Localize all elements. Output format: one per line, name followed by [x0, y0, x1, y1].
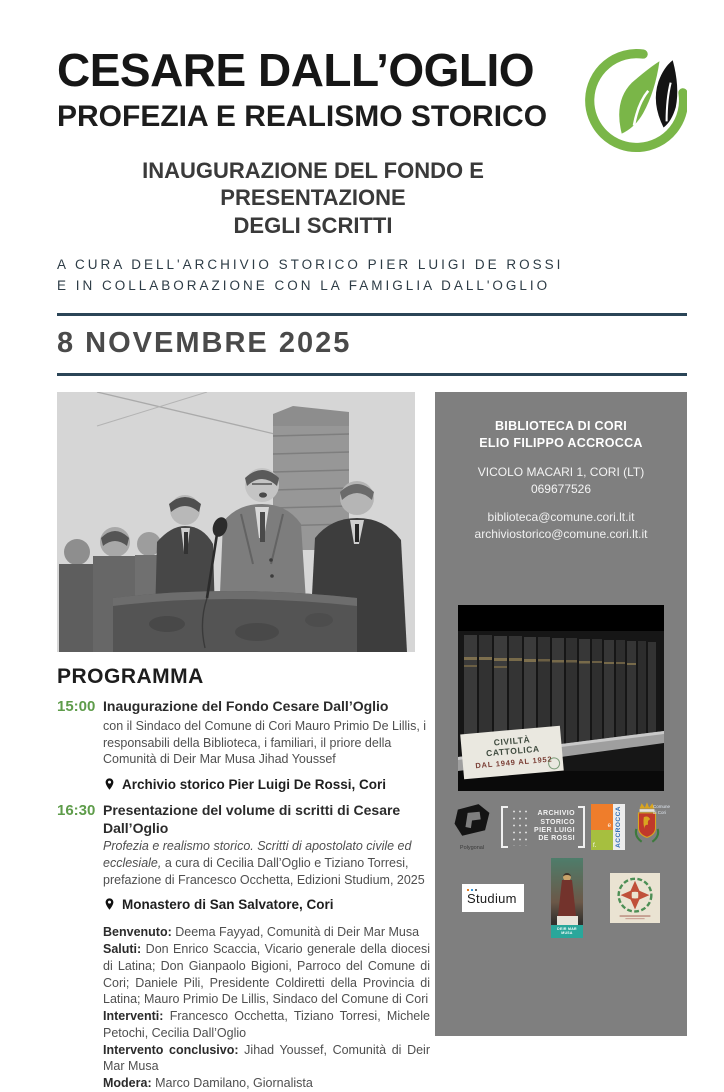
program-item-1-time: 15:00 — [57, 698, 96, 716]
venue-address: VICOLO MACARI 1, CORI (LT) — [477, 464, 645, 479]
program-item-2-location-text: Monastero di San Salvatore, Cori — [122, 896, 334, 912]
leaf-logo-icon — [585, 48, 687, 154]
deir-mar-musa-cross-logo — [610, 873, 660, 923]
venue-info — [475, 418, 648, 543]
event-heading-line1: INAUGURAZIONE DEL FONDO E PRESENTAZIONE — [142, 157, 484, 211]
partner-logos-row2 — [435, 857, 687, 939]
program-heading: PROGRAMMA — [57, 665, 204, 689]
archive-dots — [511, 808, 531, 846]
label-stamp-icon — [548, 757, 561, 770]
archivio-storico-logo: ARCHIVIO STORICO PIER LUIGI DE ROSSI — [501, 803, 585, 851]
poster-header — [57, 46, 687, 297]
program-item-2-title: Presentazione del volume di scritti di Cesare Dall’Oglio — [103, 802, 401, 836]
program-item-2-location — [103, 896, 430, 912]
main-content — [57, 392, 687, 1092]
venue-email-2: archiviostorico@comune.cori.lt.it — [474, 527, 648, 542]
program-item-1-location-text: Archivio storico Pier Luigi De Rossi, Cori — [122, 776, 387, 792]
speakers-benvenuto: Benvenuto: Deema Fayyad, Comunità di Deir Mar Musa — [103, 925, 420, 940]
program-item-2-description — [103, 838, 430, 888]
venue-email-1: biblioteca@comune.cori.lt.it — [487, 510, 635, 525]
venue-name-line2: ELIO FILIPPO ACCROCCA — [479, 435, 643, 450]
program-item-1 — [57, 698, 430, 792]
books-label-line1: CIVILTÀ CATTOLICA — [485, 734, 541, 759]
books-label — [460, 726, 564, 780]
speakers-list — [103, 924, 430, 1092]
venue-phone: 069677526 — [530, 481, 592, 496]
program-item-2-time: 16:30 — [57, 802, 96, 820]
studium-logo: Studium — [462, 884, 524, 912]
program-item-1-location — [103, 776, 430, 792]
poster-title: CESARE DALL’OGLIO — [57, 44, 535, 96]
event-heading-line2: DEGLI SCRITTI — [233, 212, 393, 238]
program-item-2 — [57, 802, 430, 912]
map-pin-icon — [103, 896, 116, 912]
venue-name-line1: BIBLIOTECA DI CORI — [494, 419, 628, 434]
poster-subtitle: PROFEZIA E REALISMO STORICO — [57, 99, 548, 133]
curator-line1: A CURA DELL'ARCHIVIO STORICO PIER LUIGI DE ROSSI — [57, 257, 564, 273]
map-pin-icon — [103, 776, 116, 792]
polygonal-logo: Polygonal — [449, 802, 495, 851]
program-item-1-description: con il Sindaco del Comune di Cori Mauro Primio De Lillis, i responsabili della Biblioteca, i familiari, il priore della Comunità di Deir Mar Musa Jihad Youssef — [103, 718, 427, 767]
accrocca-logo: e f. ACCROCCA — [591, 804, 625, 850]
speakers-modera: Modera: Marco Damilano, Giornalista — [103, 1076, 313, 1091]
speakers-saluti: Saluti: Don Enrico Scaccia, Vicario generale della diocesi di Latina; Don Gianpaolo Bigioni, Parroco del Comune di Cori; Daniele Pili, Presidente Coldiretti della Provincia di Latina; Mauro Primio De Lillis, Sindaco del Comune di Cori — [103, 942, 430, 1007]
partner-logos-row1 — [449, 801, 673, 853]
program-item-2-description-rest: a cura di Cecilia Dall’Oglio e Tiziano Torresi, prefazione di Francesco Occhetta, Edizioni Studium, 2025 — [103, 855, 425, 887]
date-banner — [57, 313, 687, 376]
speakers-interventi: Interventi: Francesco Occhetta, Tiziano Torresi, Michele Petochi, Cecilia Dall’Oglio — [103, 1009, 430, 1040]
event-heading — [57, 157, 569, 240]
deir-mar-musa-statue-logo: DEIR MAR MUSA — [551, 858, 583, 938]
books-photo — [458, 605, 664, 791]
books-label-line2: DAL 1949 AL 1952 — [474, 754, 553, 771]
curator-line2: E IN COLLABORAZIONE CON LA FAMIGLIA DALL'OGLIO — [57, 278, 551, 294]
comune-di-cori-logo: Comune di Cori — [631, 801, 673, 853]
speakers-conclusivo: Intervento conclusivo: Jihad Youssef, Comunità di Deir Mar Musa — [103, 1042, 430, 1074]
program-item-1-title: Inaugurazione del Fondo Cesare Dall’Oglio — [103, 698, 389, 715]
program-section — [57, 665, 430, 1092]
left-column — [57, 392, 430, 1092]
curator-lines — [57, 255, 687, 297]
historic-photo — [57, 392, 415, 652]
book-title-italic: Profezia e realismo storico. Scritti di apostolato civile ed ecclesiale, — [103, 839, 412, 870]
info-panel — [435, 392, 687, 1036]
event-date: 8 NOVEMBRE 2025 — [57, 327, 352, 360]
